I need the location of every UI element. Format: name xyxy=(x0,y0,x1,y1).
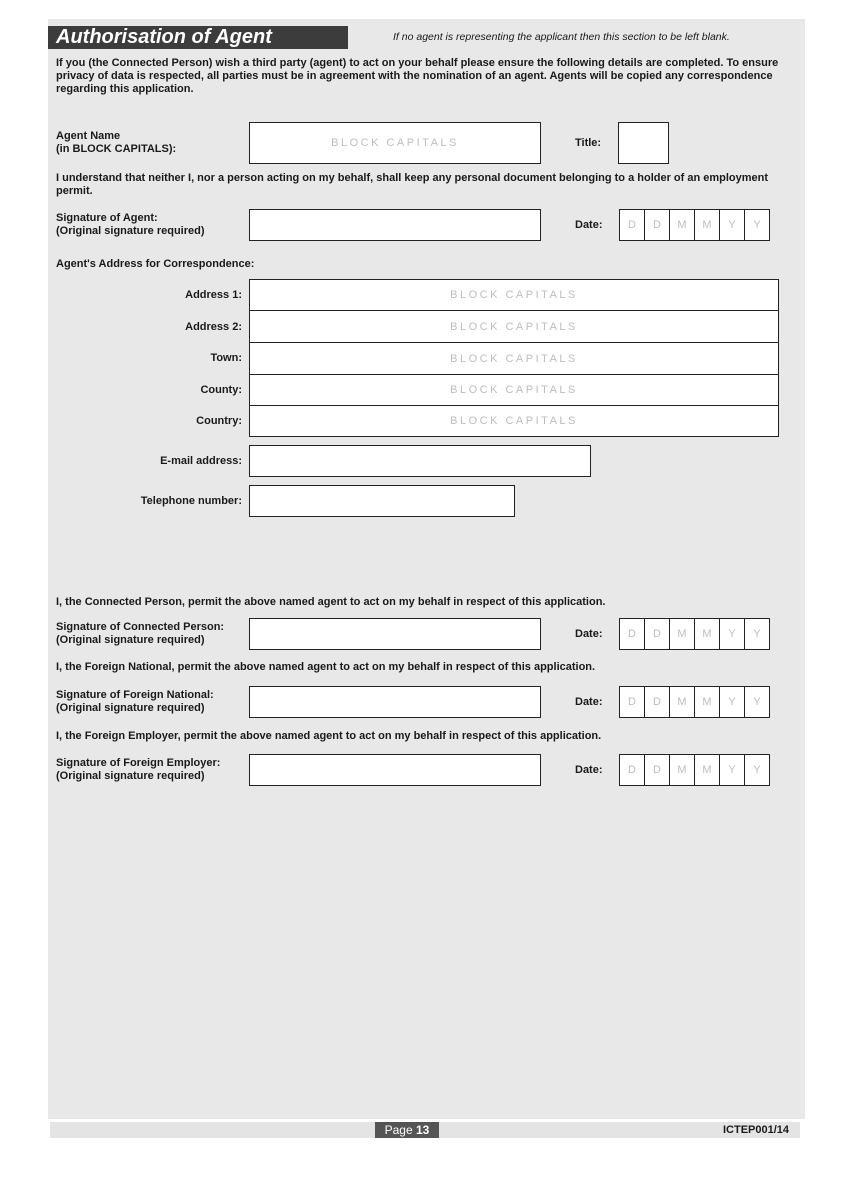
connected-person-date-field[interactable] xyxy=(619,618,770,650)
date-digit[interactable]: Y xyxy=(744,209,770,241)
foreign-national-signature-label xyxy=(56,689,214,715)
agent-name-label-line2: (in BLOCK CAPITALS): xyxy=(56,143,177,155)
date-digit[interactable]: M xyxy=(669,754,695,786)
section-note: If no agent is representing the applicant then this section to be left blank. xyxy=(393,31,730,43)
foreign-employer-statement: I, the Foreign Employer, permit the above named agent to act on my behalf in respect of this application. xyxy=(56,730,602,742)
country-input[interactable]: BLOCK CAPITALS xyxy=(249,405,779,437)
date-digit[interactable]: M xyxy=(694,618,720,650)
date-digit[interactable]: D xyxy=(644,209,670,241)
agent-signature-label xyxy=(56,212,205,238)
date-digit[interactable]: M xyxy=(669,686,695,718)
agent-signature-label-line1: Signature of Agent: xyxy=(56,212,158,224)
date-digit[interactable]: D xyxy=(619,618,645,650)
agent-signature-label-line2: (Original signature required) xyxy=(56,225,205,237)
title-input[interactable] xyxy=(618,122,669,164)
connected-person-signature-label-line1: Signature of Connected Person: xyxy=(56,621,225,633)
connected-person-signature-label xyxy=(56,621,224,647)
foreign-employer-signature-label xyxy=(56,757,220,783)
date-digit[interactable]: D xyxy=(619,686,645,718)
country-label: Country: xyxy=(196,415,242,427)
address1-label: Address 1: xyxy=(185,289,242,301)
foreign-employer-signature-label-line2: (Original signature required) xyxy=(56,770,205,782)
title-label: Title: xyxy=(575,137,602,149)
intro-text: If you (the Connected Person) wish a third party (agent) to act on your behalf please ensure the following details are completed. To ensure privacy of data is respected, all parties must be in agreement with the nomination of an agent. Agents will be copied any correspondence regarding this application. xyxy=(56,57,779,95)
county-input[interactable]: BLOCK CAPITALS xyxy=(249,374,779,406)
county-label: County: xyxy=(200,384,242,396)
email-input[interactable] xyxy=(249,445,591,477)
connected-person-signature-label-line2: (Original signature required) xyxy=(56,634,205,646)
date-digit[interactable]: M xyxy=(694,754,720,786)
date-digit[interactable]: D xyxy=(644,754,670,786)
declaration-text: I understand that neither I, nor a person acting on my behalf, shall keep any personal document belonging to a holder of an employment permit. xyxy=(56,172,769,197)
date-digit[interactable]: D xyxy=(619,754,645,786)
agent-date-label: Date: xyxy=(575,219,603,231)
date-digit[interactable]: Y xyxy=(719,209,745,241)
agent-signature-field[interactable] xyxy=(249,209,541,241)
foreign-employer-signature-field[interactable] xyxy=(249,754,541,786)
address2-input[interactable]: BLOCK CAPITALS xyxy=(249,310,779,343)
page-number: 13 xyxy=(416,1123,430,1137)
foreign-national-signature-field[interactable] xyxy=(249,686,541,718)
date-digit[interactable]: M xyxy=(669,209,695,241)
phone-label: Telephone number: xyxy=(140,495,242,507)
date-digit[interactable]: D xyxy=(619,209,645,241)
agent-name-input[interactable]: BLOCK CAPITALS xyxy=(249,122,541,164)
date-digit[interactable]: M xyxy=(694,209,720,241)
section-title: Authorisation of Agent xyxy=(48,26,348,49)
agent-name-label xyxy=(56,130,176,156)
date-digit[interactable]: Y xyxy=(719,754,745,786)
date-digit[interactable]: D xyxy=(644,686,670,718)
form-code: ICTEP001/14 xyxy=(723,1124,790,1136)
page-number-badge xyxy=(375,1122,439,1138)
date-digit[interactable]: Y xyxy=(744,686,770,718)
foreign-employer-date-field[interactable] xyxy=(619,754,770,786)
date-digit[interactable]: Y xyxy=(744,754,770,786)
connected-person-date-label: Date: xyxy=(575,628,603,640)
phone-input[interactable] xyxy=(249,485,515,517)
foreign-employer-signature-label-line1: Signature of Foreign Employer: xyxy=(56,757,221,769)
date-digit[interactable]: D xyxy=(644,618,670,650)
date-digit[interactable]: Y xyxy=(719,618,745,650)
town-label: Town: xyxy=(210,352,242,364)
address2-label: Address 2: xyxy=(185,321,242,333)
address1-input[interactable]: BLOCK CAPITALS xyxy=(249,279,779,311)
date-digit[interactable]: M xyxy=(694,686,720,718)
date-digit[interactable]: Y xyxy=(744,618,770,650)
foreign-national-date-field[interactable] xyxy=(619,686,770,718)
foreign-national-signature-label-line2: (Original signature required) xyxy=(56,702,205,714)
foreign-national-signature-label-line1: Signature of Foreign National: xyxy=(56,689,214,701)
page-word: Page xyxy=(384,1123,413,1137)
email-label: E-mail address: xyxy=(160,455,242,467)
agent-name-label-line1: Agent Name xyxy=(56,130,121,142)
foreign-national-statement: I, the Foreign National, permit the above named agent to act on my behalf in respect of this application. xyxy=(56,661,596,673)
address-heading: Agent's Address for Correspondence: xyxy=(56,258,255,270)
town-input[interactable]: BLOCK CAPITALS xyxy=(249,342,779,375)
date-digit[interactable]: Y xyxy=(719,686,745,718)
date-digit[interactable]: M xyxy=(669,618,695,650)
foreign-employer-date-label: Date: xyxy=(575,764,603,776)
connected-person-signature-field[interactable] xyxy=(249,618,541,650)
agent-date-field[interactable] xyxy=(619,209,770,241)
connected-person-statement: I, the Connected Person, permit the above named agent to act on my behalf in respect of this application. xyxy=(56,596,606,608)
foreign-national-date-label: Date: xyxy=(575,696,603,708)
